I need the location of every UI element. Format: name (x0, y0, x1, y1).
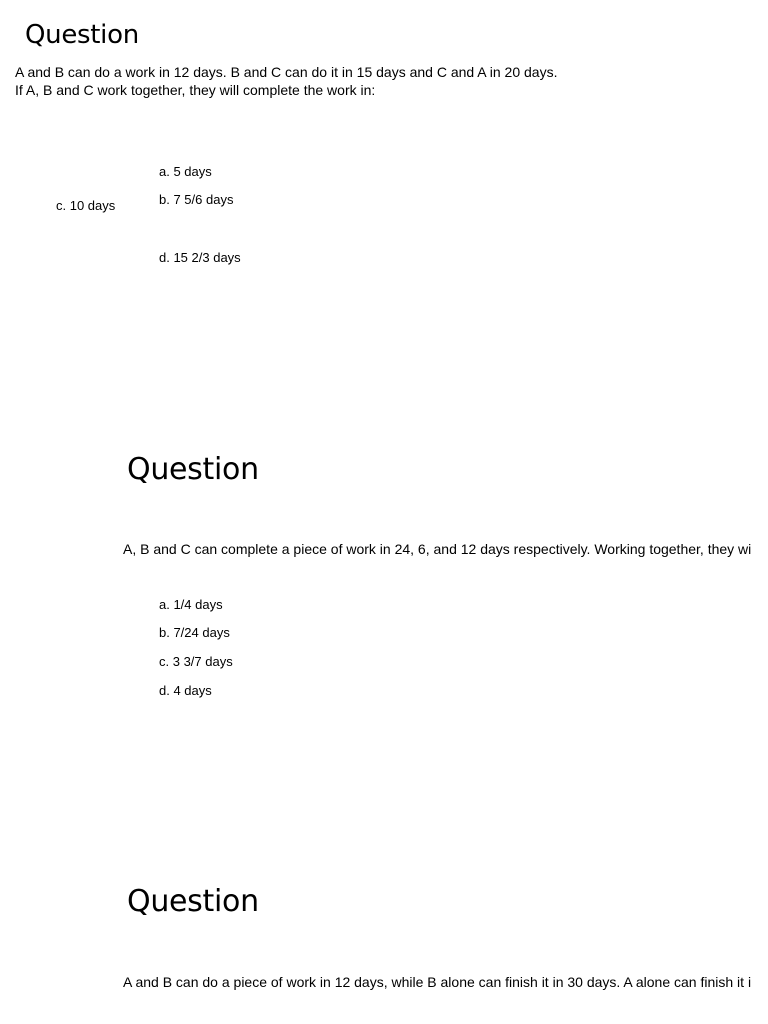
question-3-text: A and B can do a piece of work in 12 days, while B alone can finish it in 30 days. A alone can finish it i (123, 974, 752, 990)
question-3-heading: Question (127, 884, 259, 919)
question-1-option-d[interactable]: d. 15 2/3 days (159, 250, 241, 265)
question-2-heading: Question (127, 452, 259, 487)
question-1-text-line1: A and B can do a work in 12 days. B and C can do it in 15 days and C and A in 20 days. (15, 64, 558, 80)
question-1-heading: Question (25, 20, 139, 50)
question-2-text: A, B and C can complete a piece of work in 24, 6, and 12 days respectively. Working together, they wi (123, 541, 752, 557)
question-1-text-line2: If A, B and C work together, they will complete the work in: (15, 82, 376, 98)
question-1-option-c[interactable]: c. 10 days (56, 198, 116, 213)
question-2-option-b[interactable]: b. 7/24 days (159, 625, 230, 640)
question-2-option-c[interactable]: c. 3 3/7 days (159, 654, 233, 669)
question-1-option-a[interactable]: a. 5 days (159, 164, 212, 179)
question-2-option-d[interactable]: d. 4 days (159, 683, 212, 698)
question-2-option-a[interactable]: a. 1/4 days (159, 597, 223, 612)
question-1-option-b[interactable]: b. 7 5/6 days (159, 192, 234, 207)
